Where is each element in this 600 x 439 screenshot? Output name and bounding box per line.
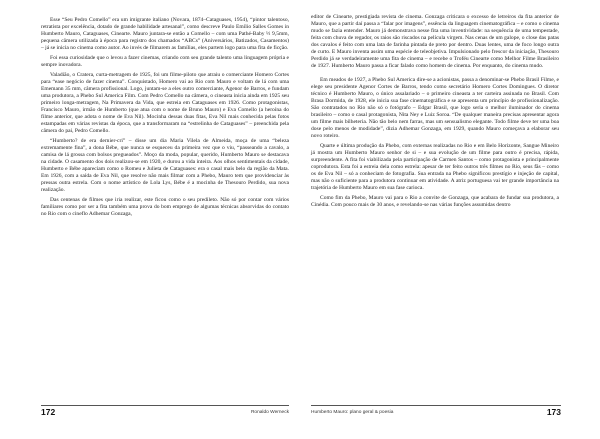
paragraph: Das centenas de filmes que iria realizar, este ficou como o seu predileto. Não só por contar com vários familiares como por ser a fita também uma prova do bom emprego de algumas técnicas absorvidas do contato no Rio com o cineflo Adhemar Gonzaga, [41,197,289,218]
paragraph: Valadião, o Cratera, curta-metragem de 1925, foi um filme-piloto que atraiu o comerciante Homero Cortes para “ease negócio de fazer cinema”. Conquistado, Homero vai ao Rio com Mauro e voltam de lá com uma Ememann 35 mm, câmera profissional. Logo, juntam-se a eles outro comerciante, Agenor de Barros, e fundam uma produtora, a Phebo Sul America Film. Com Pedro Comello na câmera, o cineasta inicia ainda em 1925 seu primeiro longa-metragem, Na Primavera da Vida, que estreia em Cataguases em 1926. Como protagonistas, Francisco Mauro, irmão de Humberto (que atua com o nome de Bruno Mauro) e Eva Comello (a heroína do filme anterior, que adota o nome de Eva Nil). Mocinha dessas duas fitas, Eva Nil mais conhecida pelas fotos estampadas em várias revistas da época, que a transformaram na “estrelinha de Cataguases” – preenchida pela câmera do pai, Pedro Comello. [41,72,289,135]
paragraph: Esse “Seu Pedro Comello” era um imigrante italiano (Novara, 1874–Cataguases, 1954), “pintor talentoso, retratista por excelência, dotado de grande habilidade artesanal”, como descreve Paulo Emílio Salles Gomes in Humberto Mauro, Cataguases, Cinearte. Mauro juntara-se então a Comello – com uma Pathé-Baby ½ 9,5mm, pequena câmera utilizada à época para registro dos chamados “ABCs” (Aniversários, Batizados, Casamentos) – já se inicia no cinema como autor. Ao invés de filmarem as famílias, eles partem logo para uma fita de ficção. [41,17,289,52]
footer-rule [41,405,289,406]
paragraph: editor de Cinearte, prestigiada revista de cinema. Gonzaga criticara o excesso de letreiros da fita anterior de Mauro, que a partir daí passa a “falar por imagens”, essência da linguagem cinematográfica – e como o cinema mudo se fazia entender. Mauro já demonstrava nesse fita uma inventividade: na sequência de uma tempestade, feita com chuva de regador, os raios são riscados na película virgem. Nas cenas de um galope, o close das patas dos cavalos é feito com uma lata de farinha pintada de preto por dentro. Duas lentes, uma de foco longo outra de curto. E Mauro inventa assim uma espécie de teleobjetiva. Impulsionado pelo frescor da iniciação, Thesouro Perdido já se verdadeiramente uma fita de cinema – e recebe o Troféu Cinearte como Melhor Filme Brasileiro de 1927. Humberto Mauro passa a ficar falado como homem de cinema. Por enquanto, do cinema mudo. [311,14,559,70]
running-head: Ronaldo Werneck [250,410,289,415]
paragraph: Quarte e última produção da Phebo, com externas realizadas no Rio e em Belo Horizonte, Sangue Mineiro já mostra um Humberto Mauro senhor de si – e sua evolução de um filme para outro é precisa, rápida, surpreendente. A fita foi viabilizada pela participação de Carmen Santos – como protagonista e principalmente coprodutora. Esta foi a estreia dela como estrela: apesar de ter feito outros três filmes no Rio, seus fãs – como os de Eva Nil – só a conheciam de fotografia. Sua entrada na Phebo significou prestígio e injeção de capital, mas não o suficiente para a produtora continuar em atividade. A atriz portuguesa vai ter grande importância na trajetória de Humberto Mauro em sua fase carioca. [311,143,559,192]
paragraph: Foi essa curiosidade que o levou a fazer cinemas, criando com seu grande talento uma linguagem própria e sempre inovadora. [41,55,289,69]
paragraph: “Humberto? de era dernier-cri” – disse um dia Maria Vilela de Almeida, moça de uma “beleza extremamente fina”, a dona Bébe, que nunca se esqueceu da primeira vez que o viu, “passeando a cavalo, a camisa de lá grossa com bolsos pregueados”. Moço da moda, popular, querido, Humberto Mauro se destacava na cidade. O casamento dos dois realizou-se em 1920, e durou a vida inteira. Aos olhos sentimentais da cidade, Humberto e Bébe apareciam como o Romeu e Julieta de Cataguases: era o casal mais belo da região da Mata. Em 1926, com a saída de Eva Nil, que resolve não mais filmar com a Phebo, Mauro tem que providenciar às pressas outra estrela. Com o nome artístico de Lola Lys, Bébe é a mocinha de Thesouro Perdido, sua nova realização. [41,138,289,194]
left-page-footer [41,405,289,415]
paragraph: Em meados de 1927, a Phebo Sul America dire-se a acionistas, passa a denominar-se Phebo Brasil Filme, e elege seu presidente Agenor Cortes de Barros, tendo como secretário Homero Cortes Domingues. O diretor técnico é Humberto Mauro, o único assalariado – o primeiro cineasta a ter carteira assinada no Brasil. Com Brasa Dormida, de 1928, ele inicia sua fase cinematográfica e se apresenta um princípio de profissionalização. São contratados no Rio não só o fotógrafo – Edgar Brasil, que logo seria o melhor iluminador do cinema brasileiro – como o casal protagonista, Nita Ney e Luiz Soroa. “De qualquer maneira precisas apresentar agora um filme mais bilheteria. Não tão belo nem farras, mas um sensualismo elegante. Todo filme deve ter uma boa dose pelo menos de modidade”, dizia Adhemar Gonzaga, em 1929, quando Mauro começava a elaborar seu novo roteiro. [311,77,559,140]
paragraph: Como fim da Phebo, Mauro vai para o Rio a convite de Gonzaga, que acabara de fundar sua produtora, a Cinédia. Com pouco mais de 30 anos, e revelando-se nas várias funções assumidas dentro [311,195,559,209]
page-number: 172 [41,407,56,417]
footer-rule [311,405,561,406]
right-page-text [311,14,559,212]
page-number: 173 [546,407,561,417]
right-page-footer [311,405,561,415]
running-head: Humberto Mauro: plano geral & poesia [311,410,394,415]
left-page-text [41,17,289,221]
